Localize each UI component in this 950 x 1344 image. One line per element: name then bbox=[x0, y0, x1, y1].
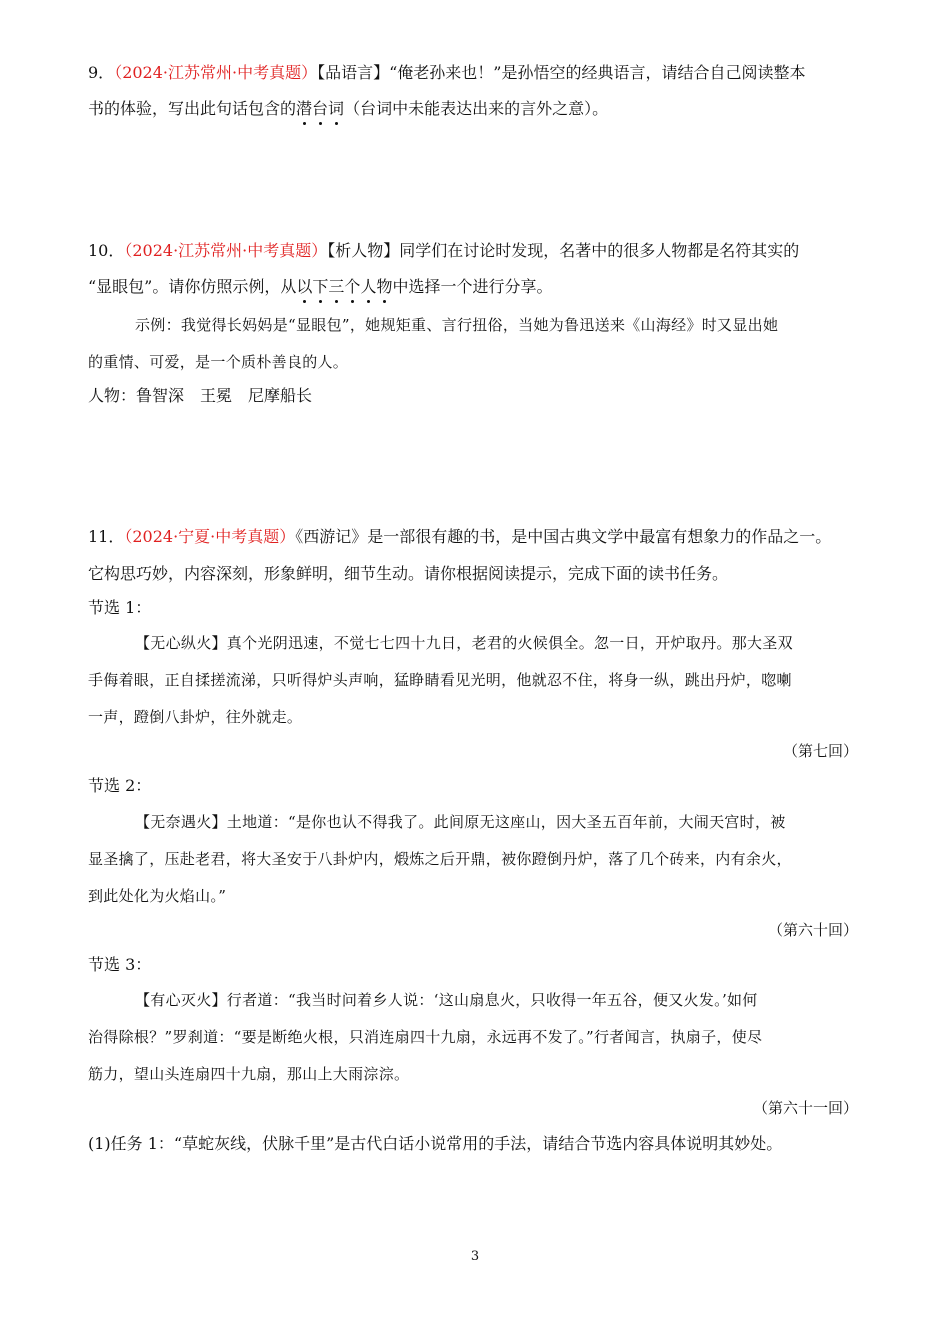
q10-text-1: 【析人物】同学们在讨论时发现，名著中的很多人物都是名符其实的 bbox=[327, 241, 800, 260]
excerpt-3-line-3: 筋力，望山头连扇四十九扇，那山上大雨淙淙。 bbox=[88, 1065, 410, 1083]
q11-text-1: 《西游记》是一部很有趣的书，是中国古典文学中最富有想象力的作品之一。 bbox=[295, 527, 832, 546]
excerpt-1-label: 节选 1： bbox=[88, 598, 152, 617]
excerpt-3-line-1: 【有心灭火】行者道：“我当时问着乡人说：‘这山扇息火，只收得一年五谷，便又火发。’如何 bbox=[135, 991, 758, 1009]
excerpt-3-label: 节选 3： bbox=[88, 955, 152, 974]
q9-source: （2024·江苏常州·中考真题） bbox=[114, 63, 318, 82]
emphasis-char: 人 bbox=[360, 277, 377, 296]
q11-source: （2024·宁夏·中考真题） bbox=[124, 527, 296, 546]
q10-line-1 bbox=[88, 241, 799, 261]
q9-text-1: 【品语言】“俺老孙来也！”是孙悟空的经典语言，请结合自己阅读整本 bbox=[317, 63, 806, 82]
q9-number: 9． bbox=[88, 63, 115, 82]
excerpt-2-line-2: 显圣擒了，压赴老君，将大圣安于八卦炉内，煅炼之后开鼎，被你蹬倒丹炉，落了几个砖来，内有余火， bbox=[88, 850, 792, 868]
q10-example-line-1: 示例：我觉得长妈妈是“显眼包”，她规矩重、言行扭俗，当她为鲁迅送来《山海经》时又显出她 bbox=[135, 316, 779, 334]
q11-task-1: (1)任务 1：“草蛇灰线，伏脉千里”是古代白话小说常用的手法，请结合节选内容具体说明其妙处。 bbox=[88, 1134, 783, 1153]
emphasis-char: 下 bbox=[312, 277, 329, 296]
excerpt-3-line-2: 治得除根？”罗刹道：“要是断绝火根，只消连扇四十九扇，永远再不发了。”行者闻言，执扇子，使尽 bbox=[88, 1028, 763, 1046]
q10-text-2-post: 中选择一个进行分享。 bbox=[392, 277, 553, 296]
emphasis-char: 物 bbox=[376, 277, 393, 296]
q9-line-2 bbox=[88, 99, 608, 119]
emphasis-char: 个 bbox=[344, 277, 361, 296]
excerpt-3-chapter: （第六十一回） bbox=[752, 1099, 858, 1117]
q11-line-1 bbox=[88, 527, 831, 547]
excerpt-1-line-1: 【无心纵火】真个光阴迅速，不觉七七四十九日，老君的火候俱全。忽一日，开炉取丹。那大圣双 bbox=[135, 634, 793, 652]
q10-example-line-2: 的重情、可爱，是一个质朴善良的人。 bbox=[88, 353, 349, 371]
q9-text-2-pre: 书的体验，写出此句话包含的 bbox=[88, 99, 297, 118]
emphasis-char: 台 bbox=[312, 99, 329, 118]
excerpt-2-line-1: 【无奈遇火】土地道：“是你也认不得我了。此间原无这座山，因大圣五百年前，大闹天宫时，被 bbox=[135, 813, 786, 831]
q10-people: 人物：鲁智深 王冕 尼摩船长 bbox=[88, 386, 313, 405]
excerpt-1-line-2: 手侮着眼，正自揉搓流涕，只听得炉头声响，猛睁睛看见光明，他就忍不住，将身一纵，跳出丹炉，唿喇 bbox=[88, 671, 792, 689]
excerpt-1-line-3: 一声，蹬倒八卦炉，往外就走。 bbox=[88, 708, 303, 726]
emphasis-char: 潜 bbox=[296, 99, 313, 118]
q10-number: 10． bbox=[88, 241, 125, 260]
q11-line-2: 它构思巧妙，内容深刻，形象鲜明，细节生动。请你根据阅读提示，完成下面的读书任务。 bbox=[88, 564, 729, 583]
excerpt-2-chapter: （第六十回） bbox=[767, 921, 858, 939]
q11-number: 11． bbox=[88, 527, 125, 546]
excerpt-2-line-3: 到此处化为火焰山。” bbox=[88, 887, 227, 905]
q10-source: （2024·江苏常州·中考真题） bbox=[124, 241, 328, 260]
emphasis-char: 以 bbox=[296, 277, 313, 296]
q10-text-2-pre: “显眼包”。请你仿照示例，从 bbox=[88, 277, 297, 296]
emphasis-char: 词 bbox=[328, 99, 345, 118]
q10-line-2 bbox=[88, 277, 552, 297]
excerpt-2-label: 节选 2： bbox=[88, 776, 152, 795]
excerpt-1-chapter: （第七回） bbox=[782, 742, 858, 760]
q9-text-2-post: （台词中未能表达出来的言外之意）。 bbox=[344, 99, 609, 118]
q9-line-1 bbox=[88, 63, 805, 83]
emphasis-char: 三 bbox=[328, 277, 345, 296]
page-number: 3 bbox=[470, 1249, 480, 1264]
